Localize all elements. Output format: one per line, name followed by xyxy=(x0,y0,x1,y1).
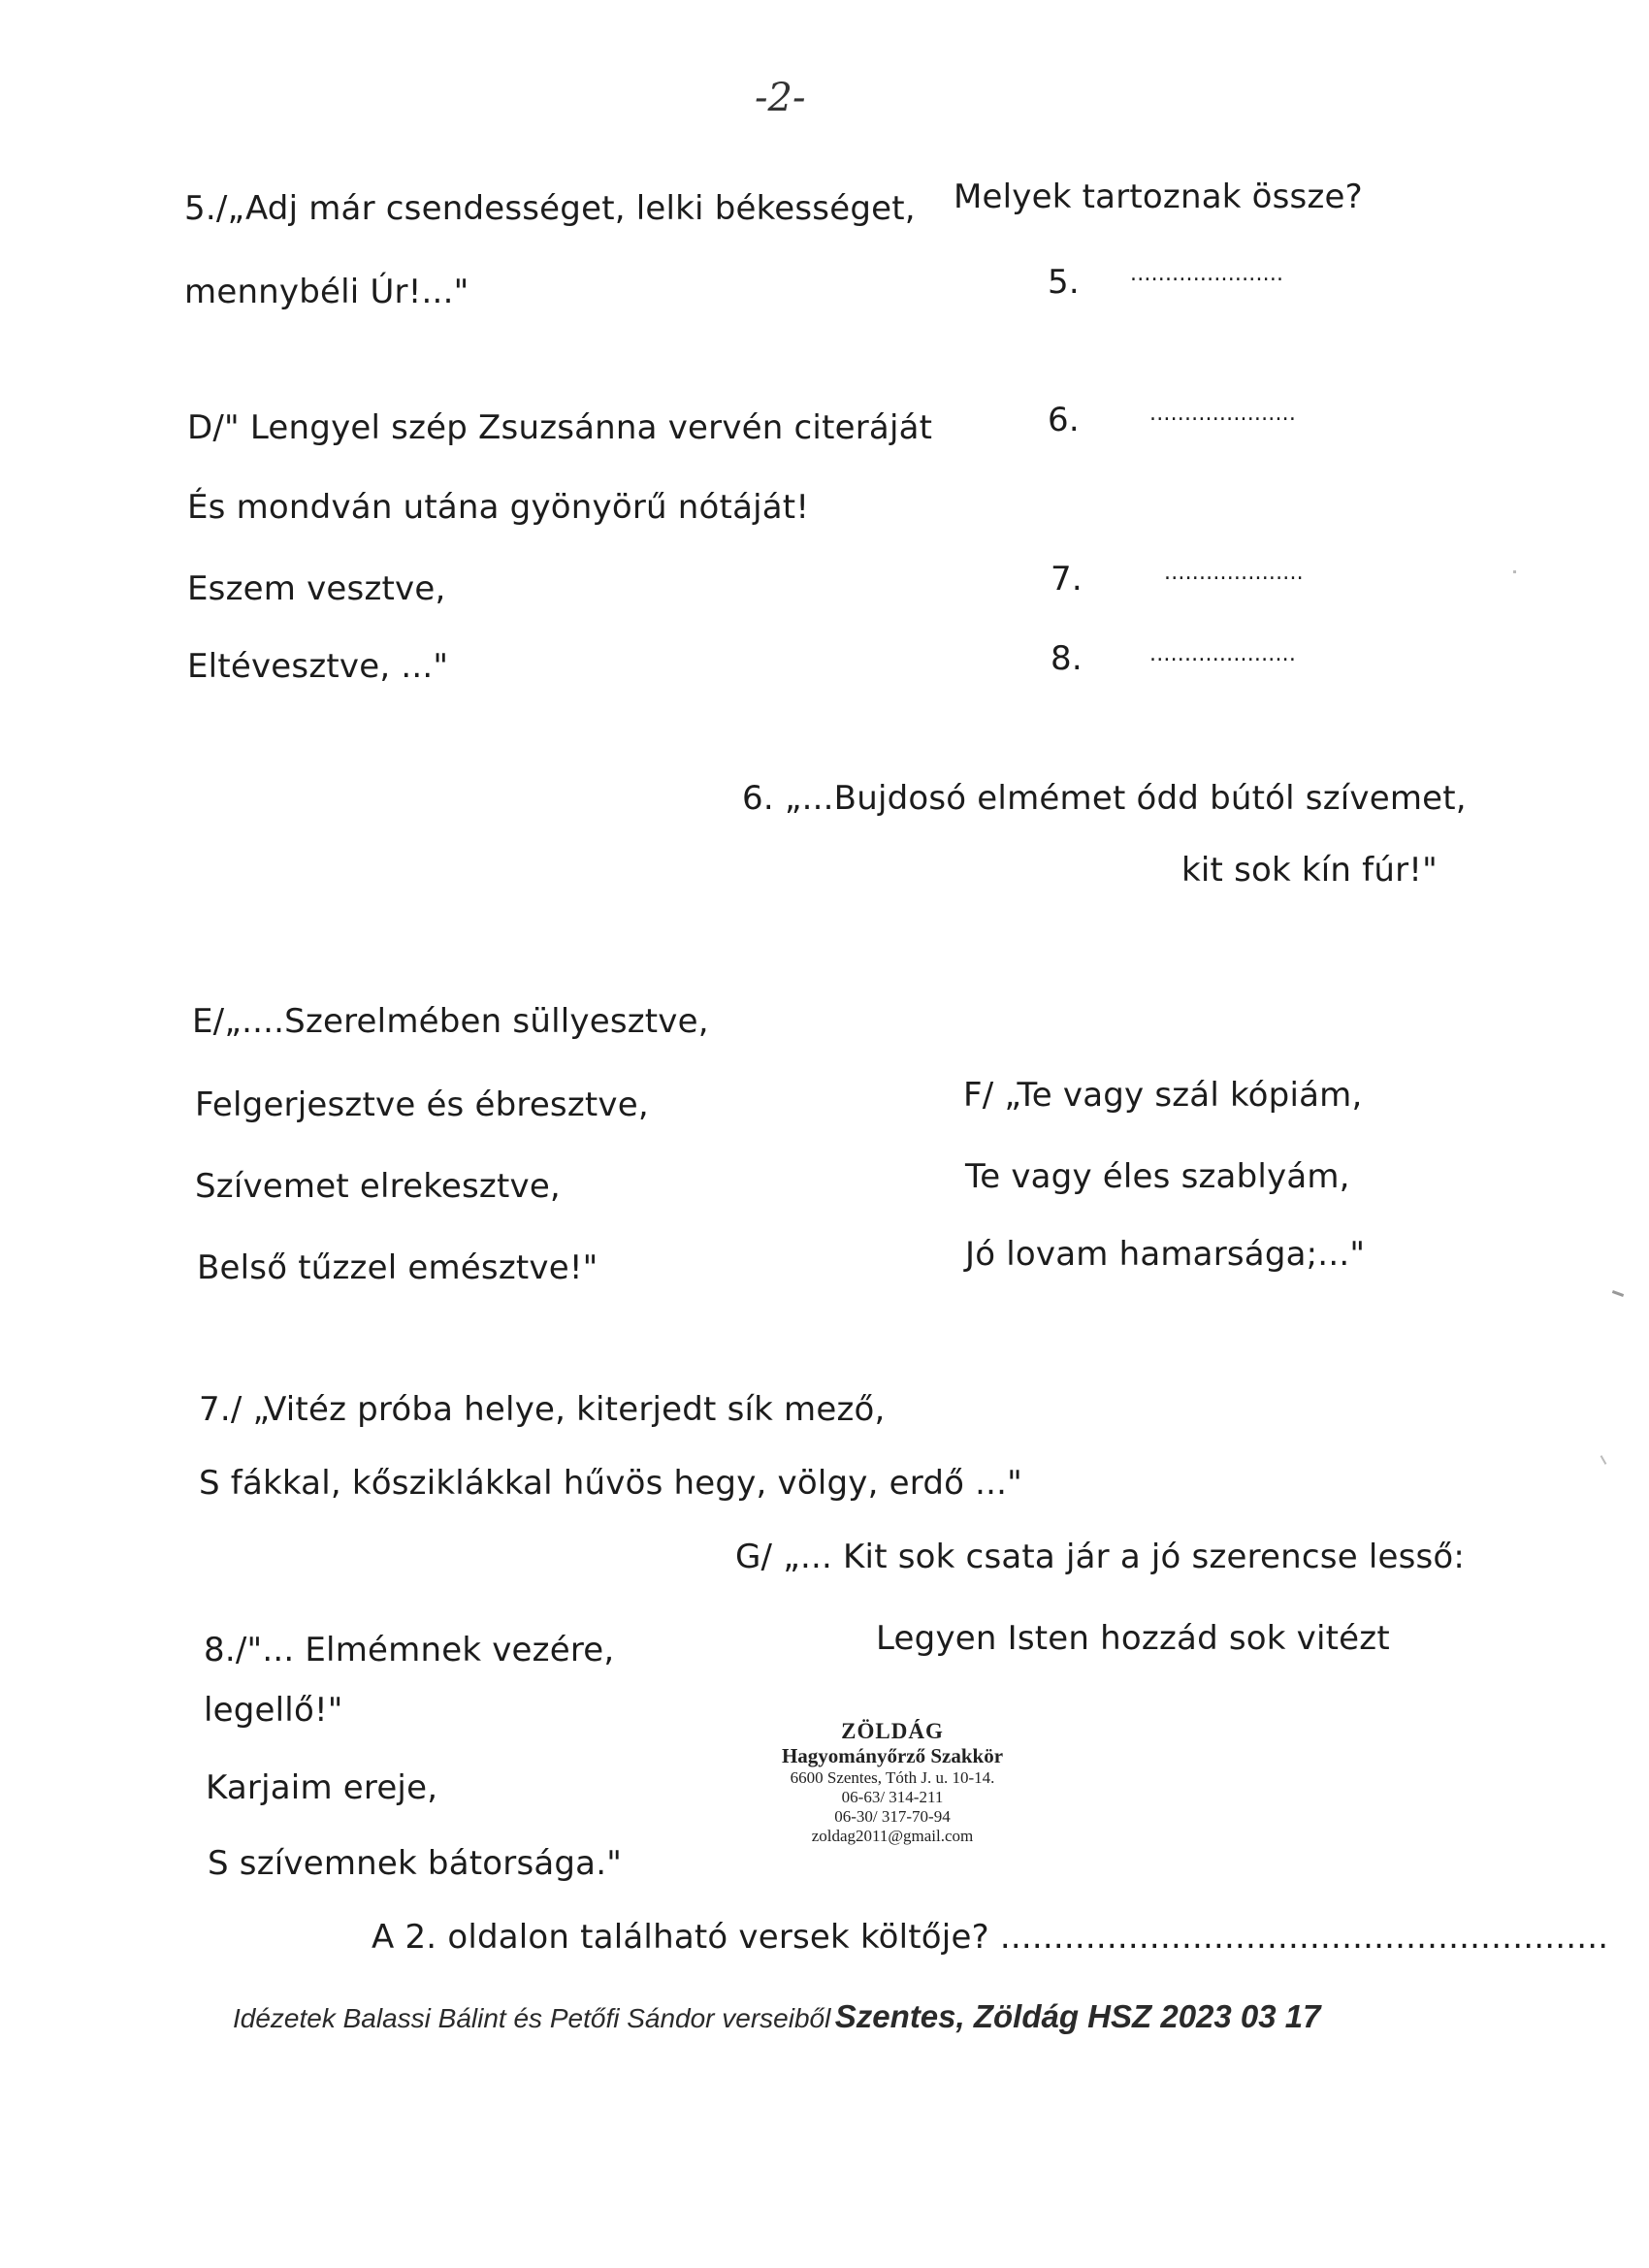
final-question: A 2. oldalon található versek költője? ......................................................... xyxy=(372,1918,1609,1957)
q8-line4: S szívemnek bátorsága." xyxy=(208,1844,623,1883)
q6-line1: 6. „...Bujdosó elmémet ódd bútól szívemet, xyxy=(742,779,1467,818)
answer-8-blank: ..................... xyxy=(1149,642,1297,666)
matching-question: Melyek tartoznak össze? xyxy=(954,178,1363,216)
q8-line2: legellő!" xyxy=(204,1691,343,1730)
stamp-email: zoldag2011@gmail.com xyxy=(811,1827,974,1845)
q5-line2: mennybéli Úr!..." xyxy=(184,273,469,311)
stamp-name: ZÖLDÁG xyxy=(841,1719,944,1743)
q8-line1: 8./"... Elmémnek vezére, xyxy=(204,1631,615,1669)
page-number: -2- xyxy=(755,76,806,120)
d-line4: Eltévesztve, ..." xyxy=(187,647,449,686)
answer-8-number: 8. xyxy=(1051,639,1083,678)
f-line3: Jó lovam hamarsága;..." xyxy=(965,1235,1366,1274)
d-line1: D/" Lengyel szép Zsuzsánna vervén citeráját xyxy=(187,408,933,447)
stamp-org: Hagyományőrző Szakkör xyxy=(781,1744,1004,1767)
q7-line1: 7./ „Vitéz próba helye, kiterjedt sík mező, xyxy=(199,1390,886,1429)
f-line2: Te vagy éles szablyám, xyxy=(965,1157,1350,1196)
e-line1: E/„....Szerelmében süllyesztve, xyxy=(192,1002,709,1041)
e-line4: Belső tűzzel emésztve!" xyxy=(197,1248,598,1287)
e-line3: Szívemet elrekesztve, xyxy=(195,1167,561,1206)
answer-6-number: 6. xyxy=(1048,401,1080,439)
footer-sources: Idézetek Balassi Bálint és Petőfi Sándor verseiből xyxy=(233,2003,831,2033)
scan-mark xyxy=(1600,1455,1607,1465)
d-line2: És mondván utána gyönyörű nótáját! xyxy=(187,488,810,527)
e-line2: Felgerjesztve és ébresztve, xyxy=(195,1085,649,1124)
stamp-phone2: 06-30/ 317-70-94 xyxy=(834,1807,951,1826)
stamp-address: 6600 Szentes, Tóth J. u. 10-14. xyxy=(790,1768,995,1787)
answer-5-number: 5. xyxy=(1048,263,1080,302)
g-line1: G/ „... Kit sok csata jár a jó szerencse lesső: xyxy=(735,1538,1466,1576)
stamp-phone1: 06-63/ 314-211 xyxy=(841,1788,944,1806)
d-line3: Eszem vesztve, xyxy=(187,569,446,608)
footer xyxy=(233,1998,1321,2035)
answer-5-blank: ...................... xyxy=(1130,262,1284,286)
answer-7-blank: .................... xyxy=(1164,561,1304,585)
organization-stamp xyxy=(747,1719,1038,1846)
answer-6-blank: ..................... xyxy=(1149,402,1297,426)
q8-line3: Karjaim ereje, xyxy=(206,1768,438,1807)
f-line1: F/ „Te vagy szál kópiám, xyxy=(963,1076,1363,1115)
footer-place-date: Szentes, Zöldág HSZ 2023 03 17 xyxy=(834,1998,1321,2034)
q7-line2: S fákkal, kősziklákkal hűvös hegy, völgy, erdő ..." xyxy=(199,1464,1022,1503)
q6-line2: kit sok kín fúr!" xyxy=(1181,851,1438,890)
q5-line1: 5./„Adj már csendességet, lelki békességet, xyxy=(184,189,916,228)
g-line2: Legyen Isten hozzád sok vitézt xyxy=(876,1619,1390,1658)
answer-7-number: 7. xyxy=(1051,560,1083,599)
scan-mark xyxy=(1513,570,1516,573)
scan-mark xyxy=(1612,1290,1624,1297)
